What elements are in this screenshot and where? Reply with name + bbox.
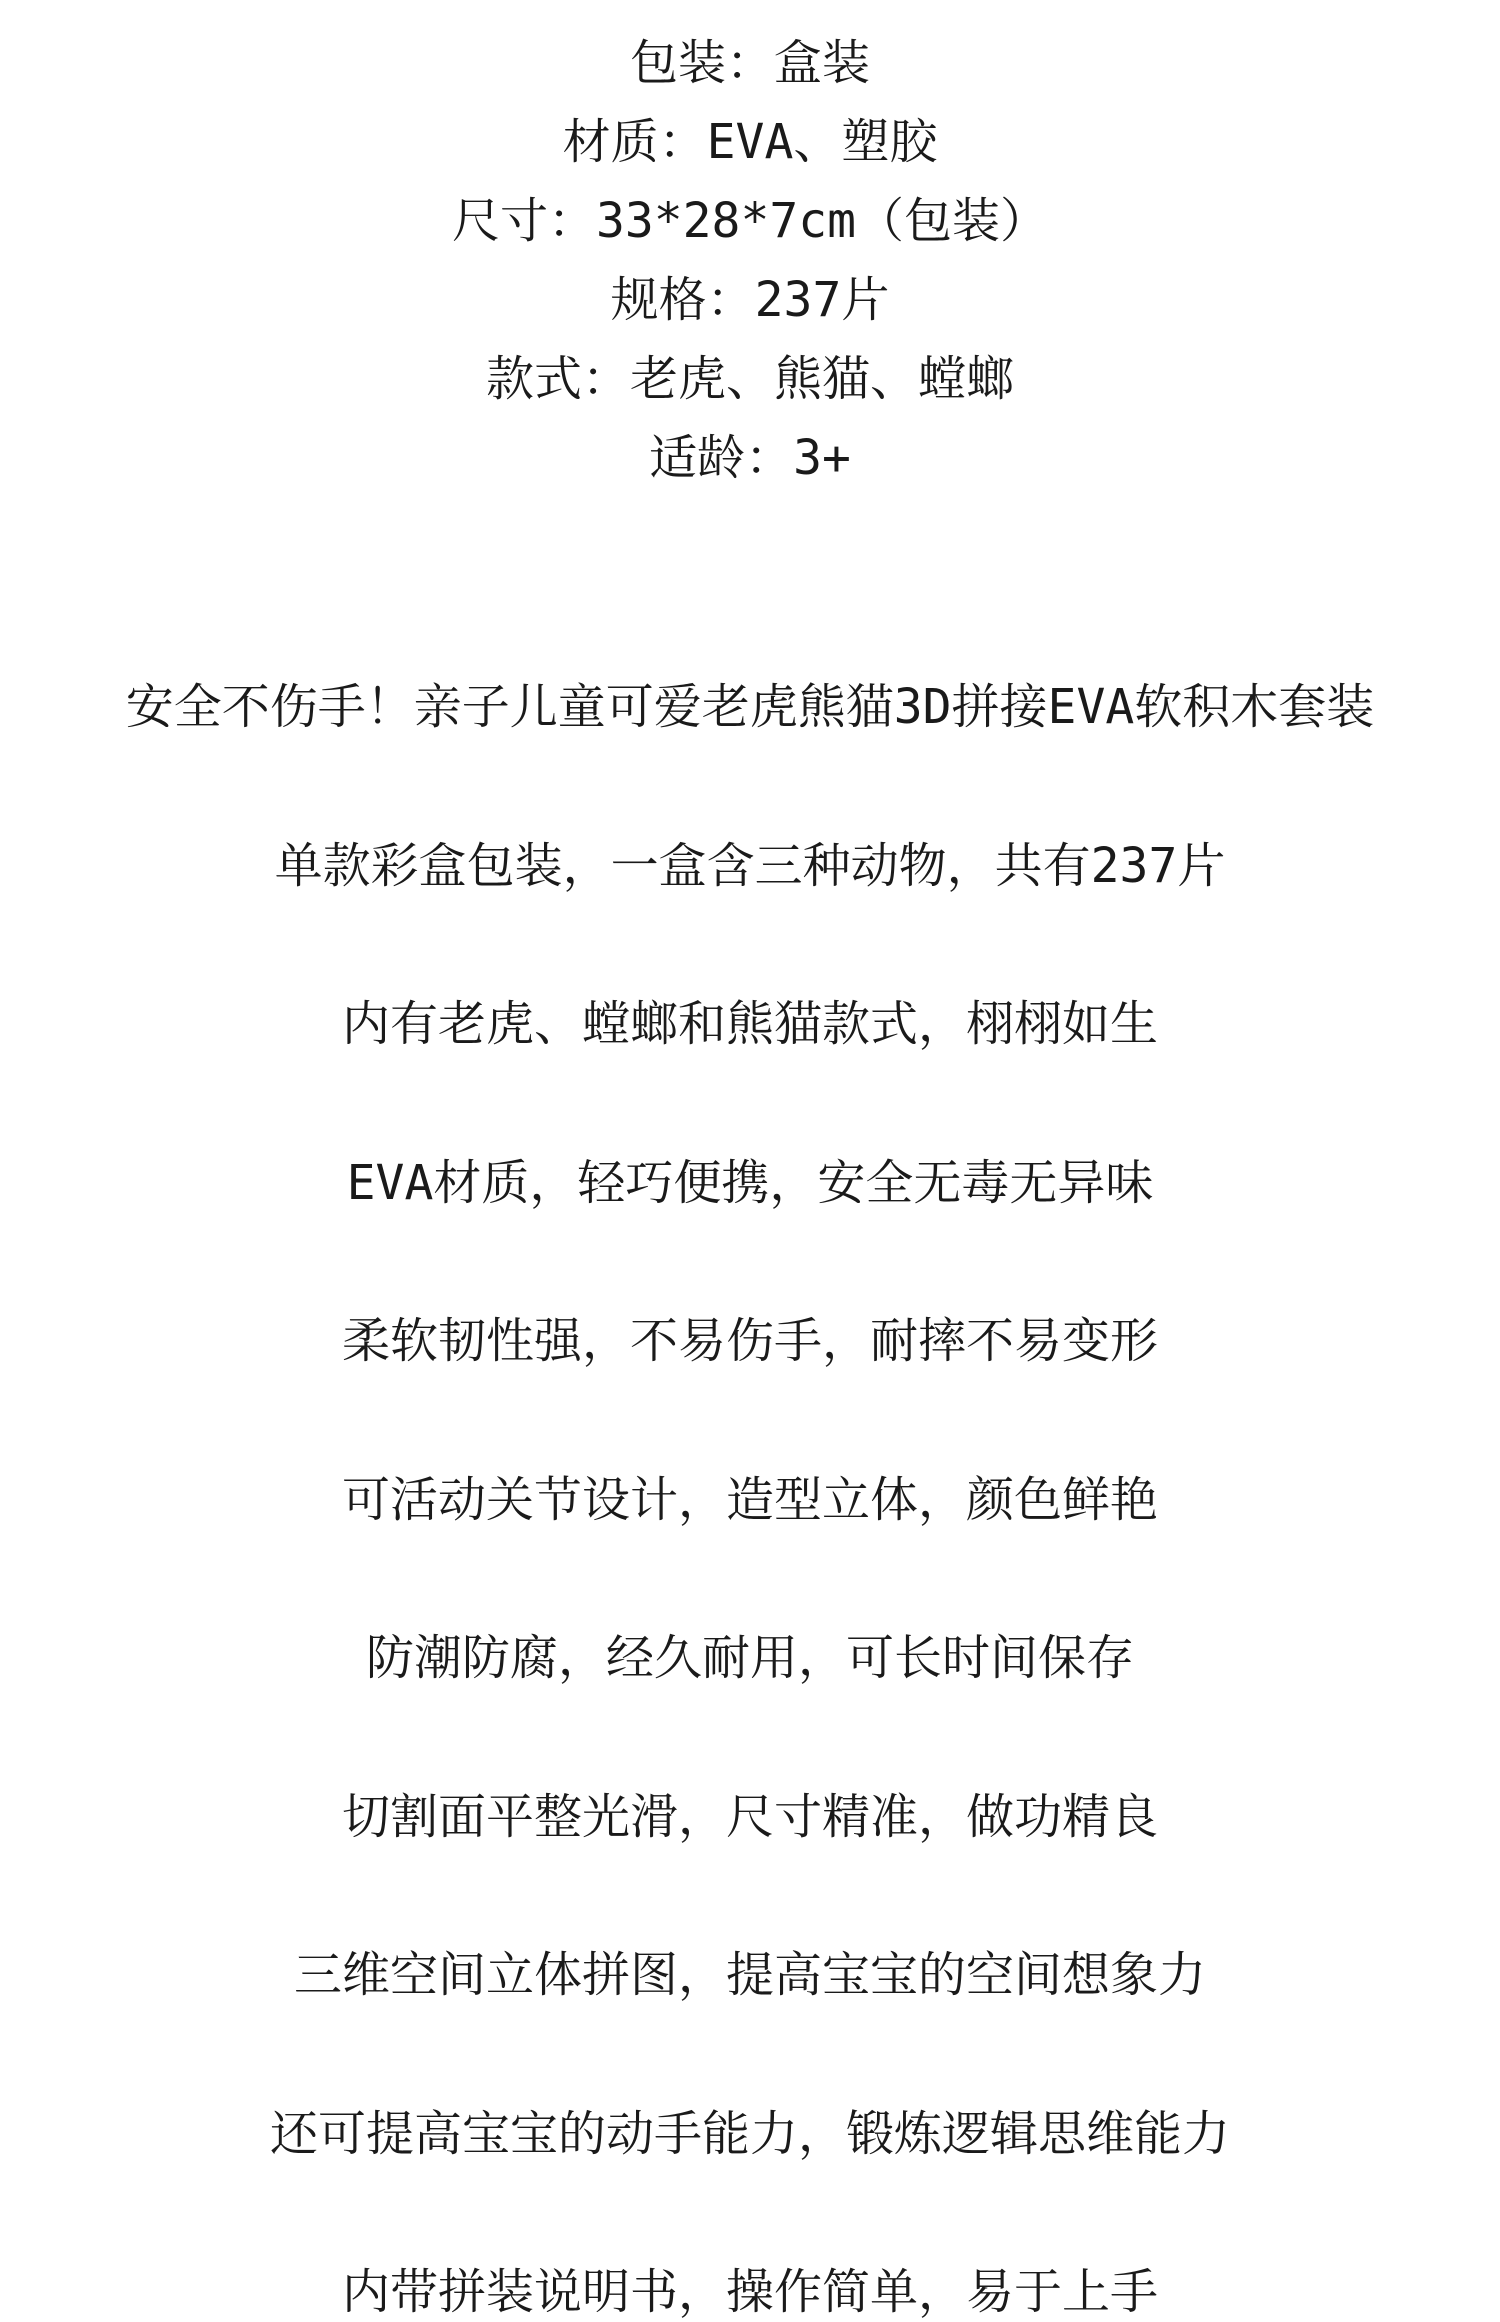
feature-item: 内有老虎、螳螂和熊猫款式，栩栩如生 [341,996,1158,1052]
feature-list [0,628,1500,2322]
feature-item: 三维空间立体拼图，提高宝宝的空间想象力 [293,1947,1206,2003]
feature-item: 切割面平整光滑，尺寸精准，做功精良 [341,1788,1158,1845]
spec-pieces: 规格：237片 [610,272,890,328]
feature-headline: 安全不伤手！亲子儿童可爱老虎熊猫3D拼接EVA软积木套装 [125,679,1375,735]
feature-item: 可活动关节设计，造型立体，颜色鲜艳 [341,1471,1158,1528]
feature-item: 防潮防腐，经久耐用，可长时间保存 [365,1630,1134,1686]
spec-material: 材质：EVA、塑胶 [562,114,938,170]
spec-size: 尺寸：33*28*7cm（包装） [451,193,1049,249]
feature-item: 单款彩盒包装，一盒含三种动物，共有237片 [274,837,1226,894]
feature-item: 内带拼装说明书，操作简单，易于上手 [341,2264,1158,2320]
spec-packaging: 包装：盒装 [629,35,870,91]
feature-item: 还可提高宝宝的动手能力，锻炼逻辑思维能力 [269,2105,1230,2162]
spec-age: 适龄：3+ [649,430,851,486]
spec-list [0,24,1500,498]
feature-item: EVA材质，轻巧便携，安全无毒无异味 [346,1154,1154,1211]
feature-item: 柔软韧性强，不易伤手，耐摔不易变形 [341,1313,1158,1369]
spec-styles: 款式：老虎、熊猫、螳螂 [485,351,1014,407]
